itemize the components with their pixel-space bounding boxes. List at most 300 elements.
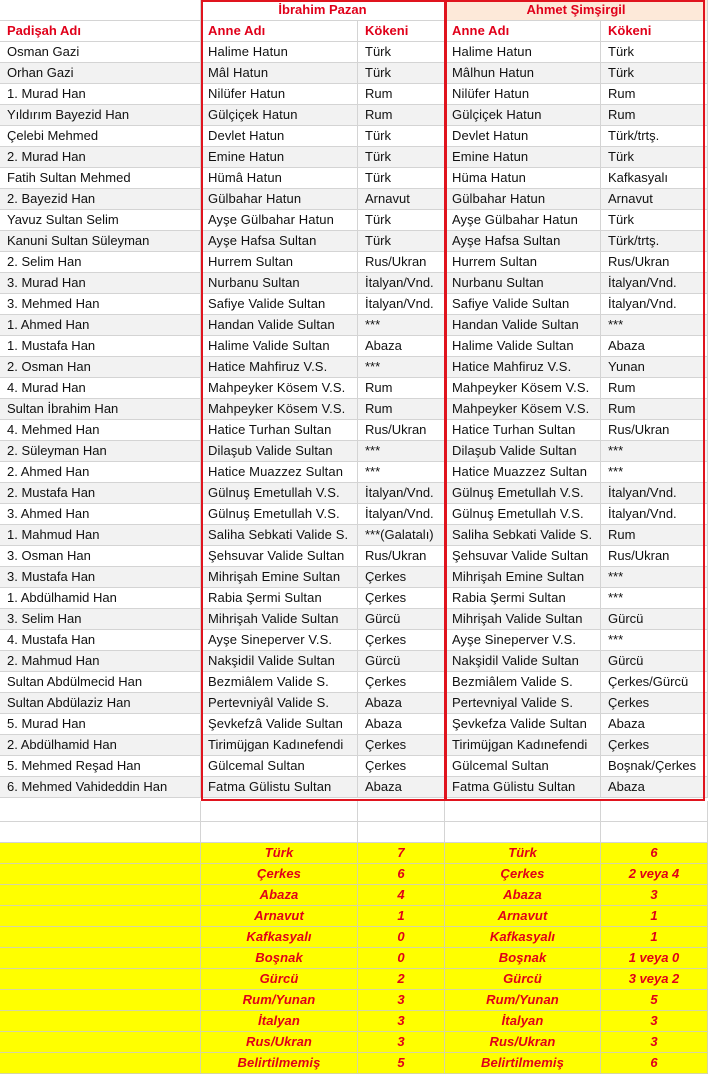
origin-b[interactable]: Türk: [601, 42, 708, 63]
padisah-name[interactable]: Fatih Sultan Mehmed: [0, 168, 201, 189]
padisah-name[interactable]: 1. Abdülhamid Han: [0, 588, 201, 609]
summary-origin-b[interactable]: İtalyan: [445, 1011, 601, 1032]
origin-a[interactable]: Türk: [358, 147, 445, 168]
mother-name-b[interactable]: Mâlhun Hatun: [445, 63, 601, 84]
mother-name-b[interactable]: Rabia Şermi Sultan: [445, 588, 601, 609]
mother-name-b[interactable]: Ayşe Gülbahar Hatun: [445, 210, 601, 231]
padisah-name[interactable]: Kanuni Sultan Süleyman: [0, 231, 201, 252]
mother-name-a[interactable]: Hümâ Hatun: [201, 168, 358, 189]
origin-a[interactable]: Rum: [358, 399, 445, 420]
padisah-name[interactable]: 2. Selim Han: [0, 252, 201, 273]
summary-row: [0, 969, 708, 990]
origin-b[interactable]: Abaza: [601, 714, 708, 735]
col-header-koken-b[interactable]: Kökeni: [601, 21, 708, 42]
mother-name-b[interactable]: Safiye Valide Sultan: [445, 294, 601, 315]
origin-a[interactable]: Abaza: [358, 777, 445, 798]
origin-b[interactable]: ***: [601, 630, 708, 651]
mother-name-a[interactable]: Rabia Şermi Sultan: [201, 588, 358, 609]
summary-origin-b[interactable]: Türk: [445, 843, 601, 864]
origin-a[interactable]: ***(Galatalı): [358, 525, 445, 546]
padisah-name[interactable]: 4. Murad Han: [0, 378, 201, 399]
mother-name-b[interactable]: Hatice Turhan Sultan: [445, 420, 601, 441]
table-row: [0, 231, 708, 252]
mother-name-a[interactable]: Safiye Valide Sultan: [201, 294, 358, 315]
mother-name-b[interactable]: Devlet Hatun: [445, 126, 601, 147]
author-a-header[interactable]: İbrahim Pazan: [201, 0, 445, 21]
padisah-name[interactable]: Sultan Abdülmecid Han: [0, 672, 201, 693]
table-row: [0, 609, 708, 630]
origin-b[interactable]: ***: [601, 441, 708, 462]
mother-name-b[interactable]: Şehsuvar Valide Sultan: [445, 546, 601, 567]
padisah-name[interactable]: Sultan İbrahim Han: [0, 399, 201, 420]
origin-b[interactable]: Rus/Ukran: [601, 546, 708, 567]
origin-b[interactable]: İtalyan/Vnd.: [601, 483, 708, 504]
author-header-row: [0, 0, 708, 21]
padisah-name[interactable]: Çelebi Mehmed: [0, 126, 201, 147]
col-header-koken-a[interactable]: Kökeni: [358, 21, 445, 42]
summary-row: [0, 990, 708, 1011]
col-header-anne-b[interactable]: Anne Adı: [445, 21, 601, 42]
origin-a[interactable]: Çerkes: [358, 756, 445, 777]
origin-b[interactable]: Rum: [601, 399, 708, 420]
empty-cell[interactable]: [0, 990, 201, 1011]
summary-count-a[interactable]: 3: [358, 1011, 445, 1032]
table-row: [0, 168, 708, 189]
summary-origin-a[interactable]: İtalyan: [201, 1011, 358, 1032]
mother-name-a[interactable]: Devlet Hatun: [201, 126, 358, 147]
summary-count-b[interactable]: 6: [601, 1053, 708, 1074]
mother-name-a[interactable]: Gülbahar Hatun: [201, 189, 358, 210]
table-row: [0, 441, 708, 462]
summary-origin-b[interactable]: Arnavut: [445, 906, 601, 927]
mother-name-b[interactable]: Gülnuş Emetullah V.S.: [445, 504, 601, 525]
origin-a[interactable]: İtalyan/Vnd.: [358, 483, 445, 504]
origin-a[interactable]: Rum: [358, 378, 445, 399]
summary-count-a[interactable]: 7: [358, 843, 445, 864]
col-header-anne-a[interactable]: Anne Adı: [201, 21, 358, 42]
mother-name-a[interactable]: Ayşe Hafsa Sultan: [201, 231, 358, 252]
mother-name-b[interactable]: Şevkefza Valide Sultan: [445, 714, 601, 735]
mother-name-a[interactable]: Handan Valide Sultan: [201, 315, 358, 336]
mother-name-b[interactable]: Nakşidil Valide Sultan: [445, 651, 601, 672]
mother-name-a[interactable]: Mahpeyker Kösem V.S.: [201, 399, 358, 420]
table-row: [0, 546, 708, 567]
empty-cell[interactable]: [601, 801, 708, 822]
padisah-name[interactable]: 4. Mehmed Han: [0, 420, 201, 441]
origin-b[interactable]: Rum: [601, 378, 708, 399]
padisah-name[interactable]: 3. Osman Han: [0, 546, 201, 567]
padisah-name[interactable]: 2. Murad Han: [0, 147, 201, 168]
summary-origin-b[interactable]: Abaza: [445, 885, 601, 906]
empty-cell[interactable]: [0, 927, 201, 948]
mother-name-b[interactable]: Handan Valide Sultan: [445, 315, 601, 336]
empty-cell[interactable]: [445, 822, 601, 843]
summary-origin-b[interactable]: Gürcü: [445, 969, 601, 990]
mother-name-b[interactable]: Mihrişah Emine Sultan: [445, 567, 601, 588]
origin-b[interactable]: ***: [601, 462, 708, 483]
summary-count-b[interactable]: 5: [601, 990, 708, 1011]
origin-b[interactable]: Gürcü: [601, 651, 708, 672]
origin-a[interactable]: Türk: [358, 210, 445, 231]
padisah-name[interactable]: 3. Ahmed Han: [0, 504, 201, 525]
origin-b[interactable]: Rum: [601, 105, 708, 126]
summary-origin-b[interactable]: Boşnak: [445, 948, 601, 969]
origin-a[interactable]: Türk: [358, 63, 445, 84]
summary-count-b[interactable]: 1: [601, 906, 708, 927]
table-row: [0, 735, 708, 756]
table-row: [0, 777, 708, 798]
origin-b[interactable]: Rum: [601, 84, 708, 105]
summary-row: [0, 948, 708, 969]
table-row: [0, 84, 708, 105]
table-row: [0, 147, 708, 168]
origin-b[interactable]: Çerkes/Gürcü: [601, 672, 708, 693]
table-row: [0, 483, 708, 504]
empty-cell[interactable]: [0, 1053, 201, 1074]
table-row: [0, 294, 708, 315]
mother-name-a[interactable]: Mihrişah Emine Sultan: [201, 567, 358, 588]
table-row: [0, 525, 708, 546]
mother-name-b[interactable]: Hüma Hatun: [445, 168, 601, 189]
table-row: [0, 63, 708, 84]
origin-b[interactable]: Abaza: [601, 336, 708, 357]
table-row: [0, 252, 708, 273]
mother-name-b[interactable]: Halime Hatun: [445, 42, 601, 63]
origin-b[interactable]: Rus/Ukran: [601, 420, 708, 441]
mother-name-a[interactable]: Mahpeyker Kösem V.S.: [201, 378, 358, 399]
mother-name-a[interactable]: Ayşe Gülbahar Hatun: [201, 210, 358, 231]
summary-count-b[interactable]: 3: [601, 885, 708, 906]
table-row: [0, 399, 708, 420]
empty-cell[interactable]: [0, 843, 201, 864]
col-header-padisah[interactable]: Padişah Adı: [0, 21, 201, 42]
mother-name-b[interactable]: Nurbanu Sultan: [445, 273, 601, 294]
summary-row: [0, 927, 708, 948]
summary-count-a[interactable]: 0: [358, 927, 445, 948]
origin-a[interactable]: İtalyan/Vnd.: [358, 294, 445, 315]
empty-cell[interactable]: [0, 0, 201, 21]
table-row: [0, 714, 708, 735]
mother-name-b[interactable]: Dilaşub Valide Sultan: [445, 441, 601, 462]
padisah-name[interactable]: 6. Mehmed Vahideddin Han: [0, 777, 201, 798]
summary-row: [0, 906, 708, 927]
origin-b[interactable]: Arnavut: [601, 189, 708, 210]
mother-name-a[interactable]: Saliha Sebkati Valide S.: [201, 525, 358, 546]
table-row: [0, 462, 708, 483]
table-row: [0, 588, 708, 609]
origin-b[interactable]: Gürcü: [601, 609, 708, 630]
table-row: [0, 210, 708, 231]
mother-name-b[interactable]: Nilüfer Hatun: [445, 84, 601, 105]
mother-name-b[interactable]: Gülçiçek Hatun: [445, 105, 601, 126]
origin-a[interactable]: ***: [358, 462, 445, 483]
table-row: [0, 357, 708, 378]
origin-a[interactable]: Gürcü: [358, 651, 445, 672]
origin-a[interactable]: Abaza: [358, 693, 445, 714]
empty-cell[interactable]: [0, 822, 201, 843]
padisah-name[interactable]: 3. Mustafa Han: [0, 567, 201, 588]
origin-a[interactable]: Türk: [358, 168, 445, 189]
mother-name-a[interactable]: Ayşe Sineperver V.S.: [201, 630, 358, 651]
origin-b[interactable]: Abaza: [601, 777, 708, 798]
origin-a[interactable]: ***: [358, 357, 445, 378]
origin-a[interactable]: ***: [358, 441, 445, 462]
origin-a[interactable]: Çerkes: [358, 588, 445, 609]
origin-a[interactable]: Rus/Ukran: [358, 546, 445, 567]
mother-name-a[interactable]: Emine Hatun: [201, 147, 358, 168]
author-b-header[interactable]: Ahmet Şimşirgil: [445, 0, 708, 21]
padisah-name[interactable]: 2. Mahmud Han: [0, 651, 201, 672]
mother-name-a[interactable]: Dilaşub Valide Sultan: [201, 441, 358, 462]
empty-cell[interactable]: [0, 1011, 201, 1032]
summary-origin-a[interactable]: Çerkes: [201, 864, 358, 885]
padisah-name[interactable]: Osman Gazi: [0, 42, 201, 63]
padisah-name[interactable]: 2. Osman Han: [0, 357, 201, 378]
mother-name-a[interactable]: Mihrişah Valide Sultan: [201, 609, 358, 630]
origin-a[interactable]: Rum: [358, 105, 445, 126]
summary-count-a[interactable]: 4: [358, 885, 445, 906]
mother-name-a[interactable]: Hurrem Sultan: [201, 252, 358, 273]
padisah-name[interactable]: 3. Murad Han: [0, 273, 201, 294]
origin-b[interactable]: ***: [601, 315, 708, 336]
origin-a[interactable]: Rus/Ukran: [358, 420, 445, 441]
origin-a[interactable]: İtalyan/Vnd.: [358, 504, 445, 525]
mother-name-b[interactable]: Gülbahar Hatun: [445, 189, 601, 210]
table-row: [0, 126, 708, 147]
origin-a[interactable]: Çerkes: [358, 630, 445, 651]
padisah-name[interactable]: 2. Mustafa Han: [0, 483, 201, 504]
padisah-name[interactable]: 3. Selim Han: [0, 609, 201, 630]
origin-b[interactable]: Rus/Ukran: [601, 252, 708, 273]
origin-b[interactable]: İtalyan/Vnd.: [601, 273, 708, 294]
mother-name-b[interactable]: Hurrem Sultan: [445, 252, 601, 273]
summary-row: [0, 1011, 708, 1032]
empty-cell[interactable]: [445, 801, 601, 822]
padisah-name[interactable]: Sultan Abdülaziz Han: [0, 693, 201, 714]
mother-name-b[interactable]: Bezmiâlem Valide S.: [445, 672, 601, 693]
summary-count-b[interactable]: 6: [601, 843, 708, 864]
padisah-name[interactable]: 5. Mehmed Reşad Han: [0, 756, 201, 777]
table-row: [0, 420, 708, 441]
origin-b[interactable]: Kafkasyalı: [601, 168, 708, 189]
empty-cell[interactable]: [601, 822, 708, 843]
table-row: [0, 189, 708, 210]
origin-a[interactable]: Rum: [358, 84, 445, 105]
origin-b[interactable]: ***: [601, 567, 708, 588]
mother-name-a[interactable]: Hatice Turhan Sultan: [201, 420, 358, 441]
padisah-name[interactable]: Yavuz Sultan Selim: [0, 210, 201, 231]
table-row: [0, 315, 708, 336]
origin-a[interactable]: Abaza: [358, 714, 445, 735]
mother-name-a[interactable]: Tirimüjgan Kadınefendi: [201, 735, 358, 756]
padisah-name[interactable]: 2. Abdülhamid Han: [0, 735, 201, 756]
mother-name-b[interactable]: Mahpeyker Kösem V.S.: [445, 399, 601, 420]
mother-name-a[interactable]: Hatice Mahfiruz V.S.: [201, 357, 358, 378]
origin-b[interactable]: Türk/trtş.: [601, 231, 708, 252]
mother-name-a[interactable]: Şevkefzâ Valide Sultan: [201, 714, 358, 735]
blank-row: [0, 822, 708, 843]
summary-origin-b[interactable]: Rum/Yunan: [445, 990, 601, 1011]
summary-origin-a[interactable]: Boşnak: [201, 948, 358, 969]
origin-b[interactable]: Rum: [601, 525, 708, 546]
empty-cell[interactable]: [201, 822, 358, 843]
origin-b[interactable]: Türk: [601, 63, 708, 84]
origin-b[interactable]: Boşnak/Çerkes: [601, 756, 708, 777]
origin-b[interactable]: İtalyan/Vnd.: [601, 294, 708, 315]
summary-count-a[interactable]: 3: [358, 1032, 445, 1053]
empty-cell[interactable]: [0, 969, 201, 990]
mother-name-a[interactable]: Nakşidil Valide Sultan: [201, 651, 358, 672]
origin-a[interactable]: Gürcü: [358, 609, 445, 630]
mother-name-a[interactable]: Hatice Muazzez Sultan: [201, 462, 358, 483]
origin-a[interactable]: Çerkes: [358, 735, 445, 756]
table-row: [0, 567, 708, 588]
origin-b[interactable]: Çerkes: [601, 735, 708, 756]
mother-name-b[interactable]: Emine Hatun: [445, 147, 601, 168]
padisah-name[interactable]: 4. Mustafa Han: [0, 630, 201, 651]
origin-a[interactable]: Arnavut: [358, 189, 445, 210]
origin-a[interactable]: Çerkes: [358, 672, 445, 693]
table-row: [0, 105, 708, 126]
summary-origin-b[interactable]: Belirtilmemiş: [445, 1053, 601, 1074]
padisah-name[interactable]: 1. Mahmud Han: [0, 525, 201, 546]
mother-name-b[interactable]: Fatma Gülistu Sultan: [445, 777, 601, 798]
summary-count-b[interactable]: 1 veya 0: [601, 948, 708, 969]
table-row: [0, 651, 708, 672]
summary-count-b[interactable]: 1: [601, 927, 708, 948]
summary-count-b[interactable]: 3: [601, 1032, 708, 1053]
mother-name-a[interactable]: Nurbanu Sultan: [201, 273, 358, 294]
mother-name-a[interactable]: Halime Hatun: [201, 42, 358, 63]
mother-name-a[interactable]: Fatma Gülistu Sultan: [201, 777, 358, 798]
mother-name-a[interactable]: Şehsuvar Valide Sultan: [201, 546, 358, 567]
origin-a[interactable]: Çerkes: [358, 567, 445, 588]
padisah-name[interactable]: 2. Süleyman Han: [0, 441, 201, 462]
origin-b[interactable]: İtalyan/Vnd.: [601, 504, 708, 525]
table-row: [0, 336, 708, 357]
padisah-name[interactable]: 5. Murad Han: [0, 714, 201, 735]
padisah-name[interactable]: 3. Mehmed Han: [0, 294, 201, 315]
summary-origin-a[interactable]: Rus/Ukran: [201, 1032, 358, 1053]
origin-b[interactable]: Türk: [601, 210, 708, 231]
summary-count-b[interactable]: 2 veya 4: [601, 864, 708, 885]
padisah-name[interactable]: 1. Mustafa Han: [0, 336, 201, 357]
origin-a[interactable]: Türk: [358, 231, 445, 252]
empty-cell[interactable]: [201, 801, 358, 822]
table-row: [0, 693, 708, 714]
empty-cell[interactable]: [358, 822, 445, 843]
summary-count-a[interactable]: 3: [358, 990, 445, 1011]
empty-cell[interactable]: [0, 906, 201, 927]
summary-origin-a[interactable]: Belirtilmemiş: [201, 1053, 358, 1074]
summary-origin-a[interactable]: Rum/Yunan: [201, 990, 358, 1011]
mother-name-a[interactable]: Gülcemal Sultan: [201, 756, 358, 777]
summary-row: [0, 843, 708, 864]
mother-name-b[interactable]: Tirimüjgan Kadınefendi: [445, 735, 601, 756]
table-row: [0, 756, 708, 777]
padisah-name[interactable]: Yıldırım Bayezid Han: [0, 105, 201, 126]
mother-name-b[interactable]: Hatice Muazzez Sultan: [445, 462, 601, 483]
mother-name-a[interactable]: Halime Valide Sultan: [201, 336, 358, 357]
summary-origin-b[interactable]: Kafkasyalı: [445, 927, 601, 948]
summary-origin-a[interactable]: Türk: [201, 843, 358, 864]
summary-count-a[interactable]: 1: [358, 906, 445, 927]
padisah-name[interactable]: 1. Ahmed Han: [0, 315, 201, 336]
mother-name-b[interactable]: Saliha Sebkati Valide S.: [445, 525, 601, 546]
summary-count-a[interactable]: 0: [358, 948, 445, 969]
mother-name-a[interactable]: Pertevniyâl Valide S.: [201, 693, 358, 714]
empty-cell[interactable]: [0, 948, 201, 969]
summary-count-a[interactable]: 6: [358, 864, 445, 885]
mother-name-b[interactable]: Ayşe Sineperver V.S.: [445, 630, 601, 651]
blank-row: [0, 801, 708, 822]
table-row: [0, 42, 708, 63]
origin-a[interactable]: Rus/Ukran: [358, 252, 445, 273]
mother-name-a[interactable]: Nilüfer Hatun: [201, 84, 358, 105]
empty-cell[interactable]: [358, 801, 445, 822]
summary-count-b[interactable]: 3: [601, 1011, 708, 1032]
empty-cell[interactable]: [0, 864, 201, 885]
mother-name-a[interactable]: Bezmiâlem Valide S.: [201, 672, 358, 693]
summary-origin-b[interactable]: Çerkes: [445, 864, 601, 885]
empty-cell[interactable]: [0, 801, 201, 822]
summary-count-b[interactable]: 3 veya 2: [601, 969, 708, 990]
origin-a[interactable]: Abaza: [358, 336, 445, 357]
origin-b[interactable]: Türk/trtş.: [601, 126, 708, 147]
origin-b[interactable]: Çerkes: [601, 693, 708, 714]
summary-origin-b[interactable]: Rus/Ukran: [445, 1032, 601, 1053]
padisah-name[interactable]: 2. Bayezid Han: [0, 189, 201, 210]
origin-a[interactable]: İtalyan/Vnd.: [358, 273, 445, 294]
table-row: [0, 504, 708, 525]
origin-b[interactable]: Türk: [601, 147, 708, 168]
summary-origin-a[interactable]: Gürcü: [201, 969, 358, 990]
mother-name-b[interactable]: Mihrişah Valide Sultan: [445, 609, 601, 630]
origin-a[interactable]: Türk: [358, 126, 445, 147]
table-row: [0, 273, 708, 294]
summary-origin-a[interactable]: Arnavut: [201, 906, 358, 927]
mother-name-a[interactable]: Gülçiçek Hatun: [201, 105, 358, 126]
summary-origin-a[interactable]: Kafkasyalı: [201, 927, 358, 948]
mother-name-b[interactable]: Mahpeyker Kösem V.S.: [445, 378, 601, 399]
mother-name-b[interactable]: Ayşe Hafsa Sultan: [445, 231, 601, 252]
origin-a[interactable]: ***: [358, 315, 445, 336]
mother-name-a[interactable]: Mâl Hatun: [201, 63, 358, 84]
mother-name-b[interactable]: Halime Valide Sultan: [445, 336, 601, 357]
origin-a[interactable]: Türk: [358, 42, 445, 63]
summary-count-a[interactable]: 2: [358, 969, 445, 990]
mother-name-b[interactable]: Pertevniyal Valide S.: [445, 693, 601, 714]
summary-row: [0, 1053, 708, 1074]
summary-count-a[interactable]: 5: [358, 1053, 445, 1074]
padisah-name[interactable]: 1. Murad Han: [0, 84, 201, 105]
mother-name-b[interactable]: Gülnuş Emetullah V.S.: [445, 483, 601, 504]
mother-name-a[interactable]: Gülnuş Emetullah V.S.: [201, 504, 358, 525]
origin-b[interactable]: ***: [601, 588, 708, 609]
empty-cell[interactable]: [0, 885, 201, 906]
origin-b[interactable]: Yunan: [601, 357, 708, 378]
summary-row: [0, 864, 708, 885]
mother-name-b[interactable]: Hatice Mahfiruz V.S.: [445, 357, 601, 378]
mother-name-b[interactable]: Gülcemal Sultan: [445, 756, 601, 777]
mother-name-a[interactable]: Gülnuş Emetullah V.S.: [201, 483, 358, 504]
padisah-name[interactable]: Orhan Gazi: [0, 63, 201, 84]
column-header-row: [0, 21, 708, 42]
summary-row: [0, 885, 708, 906]
empty-cell[interactable]: [0, 1032, 201, 1053]
summary-origin-a[interactable]: Abaza: [201, 885, 358, 906]
padisah-name[interactable]: 2. Ahmed Han: [0, 462, 201, 483]
